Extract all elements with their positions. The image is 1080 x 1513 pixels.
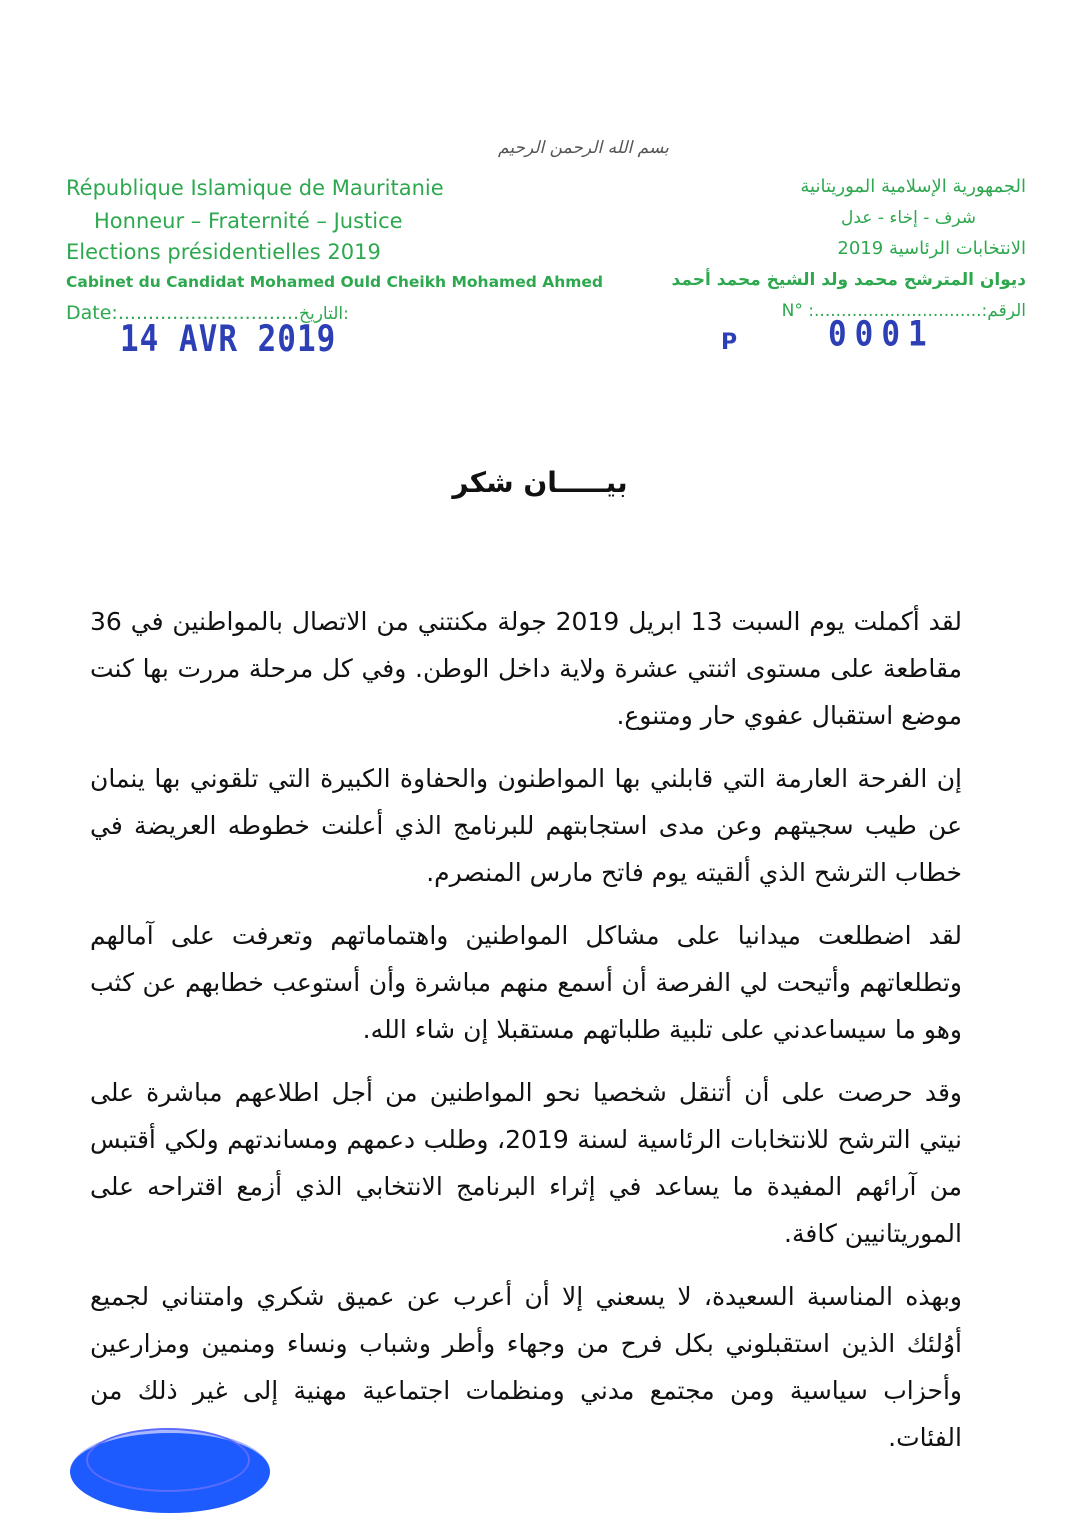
country-name-ar: الجمهورية الإسلامية الموريتانية: [800, 176, 1026, 197]
letterhead-arabic: [586, 170, 1026, 327]
number-dots: ...............................: [814, 301, 982, 321]
cabinet-ar: ديوان المترشح محمد ولد الشيخ محمد أحمد: [671, 270, 1026, 290]
motto-fr: Honneur – Fraternité – Justice: [94, 209, 403, 233]
number-line: [586, 295, 1026, 327]
motto-ar: شرف - إخاء - عدل: [841, 208, 976, 228]
document-body: [90, 598, 962, 1477]
elections-ar: الانتخابات الرئاسية 2019: [837, 238, 1026, 259]
number-label: N° :: [781, 301, 815, 321]
stamp-mark: P: [721, 330, 738, 355]
elections-fr: Elections présidentielles 2019: [66, 240, 381, 264]
number-stamp: 0001: [828, 314, 935, 355]
bubble-ring: [86, 1428, 250, 1492]
date-stamp: 14 AVR 2019: [120, 318, 337, 361]
paragraph: وقد حرصت على أن أتنقل شخصيا نحو المواطنين من أجل اطلاعهم مباشرة على نيتي الترشح للانتخابات الرئاسية لسنة 2019، وطلب دعمهم ومساندتهم ولكي أقتبس من آرائهم المفيدة ما يساعد في إثراء البرنامج الانتخابي الذي أزمع اقتراحه على الموريتانيين كافة.: [90, 1078, 962, 1248]
paragraph: وبهذه المناسبة السعيدة، لا يسعني إلا أن أعرب عن عميق شكري وامتناني لجميع أوُلئك الذين استقبلوني بكل فرح من وجهاء وأطر وشباب ونساء ومنمين ومزارعين وأحزاب سياسية ومن مجتمع مدني ومنظمات اجتماعية مهنية إلى غير ذلك من الفئات.: [90, 1282, 962, 1452]
paragraph: إن الفرحة العارمة التي قابلني بها المواطنون والحفاوة الكبيرة التي تلقوني بها ينمان عن طيب سجيتهم وعن مدى استجابتهم للبرنامج الذي أعلنت خطوطه العريضة في خطاب الترشح الذي ألقيته يوم فاتح مارس المنصرم.: [90, 764, 962, 887]
date-label-ar: التاريخ:: [299, 304, 349, 324]
date-label: Date:: [66, 302, 118, 324]
number-label-ar: الرقم:: [981, 301, 1026, 321]
date-dots: ..............................: [117, 302, 300, 324]
bismillah-calligraphy: بسم الله الرحمن الرحيم: [498, 138, 669, 158]
cabinet-fr: Cabinet du Candidat Mohamed Ould Cheikh Mohamed Ahmed: [66, 273, 603, 291]
letterhead-french: [66, 172, 626, 329]
country-name-fr: République Islamique de Mauritanie: [66, 176, 444, 200]
paragraph: لقد أكملت يوم السبت 13 ابريل 2019 جولة مكنتني من الاتصال بالمواطنين في 36 مقاطعة على مستوى اثنتي عشرة ولاية داخل الوطن. وفي كل مرحلة مررت بها كنت موضع استقبال عفوي حار ومتنوع.: [90, 607, 963, 730]
document-title: بيـــــان شكر: [452, 466, 628, 499]
paragraph: لقد اضطلعت ميدانيا على مشاكل المواطنين واهتماماتهم وتعرفت على آمالهم وتطلعاتهم وأتيحت لي الفرصة أن أسمع منهم مباشرة وأن أستوعب خطابهم عن كثب وهو ما سيساعدني على تلبية طلباتهم مستقبلا إن شاء الله.: [90, 921, 962, 1044]
